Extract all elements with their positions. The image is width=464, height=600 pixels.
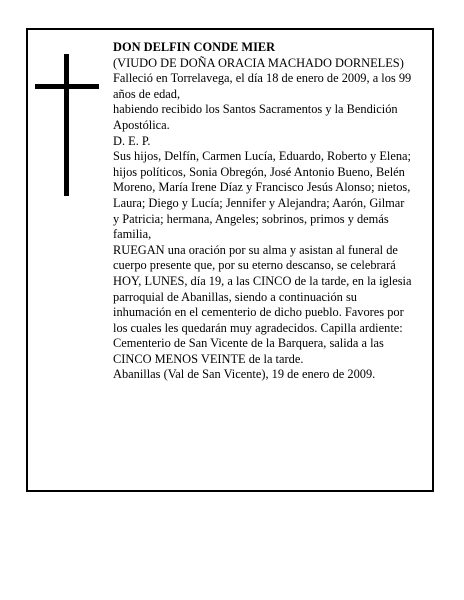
place-and-date: Abanillas (Val de San Vicente), 19 de enero de 2009. [113,367,376,382]
deceased-name: DON DELFIN CONDE MIER [113,40,276,54]
cross-vertical-bar [64,54,69,196]
obituary-text [113,40,413,383]
widow-of-line: (VIUDO DE DOÑA ORACIA MACHADO DORNELES) [113,55,404,70]
death-statement: Falleció en Torrelavega, el día 18 de enero de 2009, a los 99 años de edad, [113,71,412,101]
funeral-request: RUEGAN una oración por su alma y asistan al funeral de cuerpo presente que, por su eterno descanso, se celebrará HOY, LUNES, día 19, a las CINCO de la tarde, en la iglesia parroquial de Abanillas, siendo a continuación su inhumación en el cementerio de dicho pueblo. Favores por los cuales les quedarán muy agradecidos. Capilla ardiente: Cementerio de San Vicente de la Barquera, salida a las CINCO MENOS VEINTE de la tarde. [113,242,412,366]
cross-icon [35,54,99,196]
family-list: Sus hijos, Delfín, Carmen Lucía, Eduardo, Roberto y Elena; hijos políticos, Sonia Obregón, José Antonio Bueno, Belén Moreno, María Irene Díaz y Francisco Jesús Alonso; nietos, Laura; Diego y Lucía; Jennifer y Alejandra; Aarón, Gilmar y Patricia; hermana, Angeles; sobrinos, primos y demás familia, [113,149,411,242]
sacraments-statement: habiendo recibido los Santos Sacramentos y la Bendición Apostólica. [113,102,398,132]
rest-in-peace: D. E. P. [113,133,151,148]
cross-horizontal-bar [35,84,99,89]
